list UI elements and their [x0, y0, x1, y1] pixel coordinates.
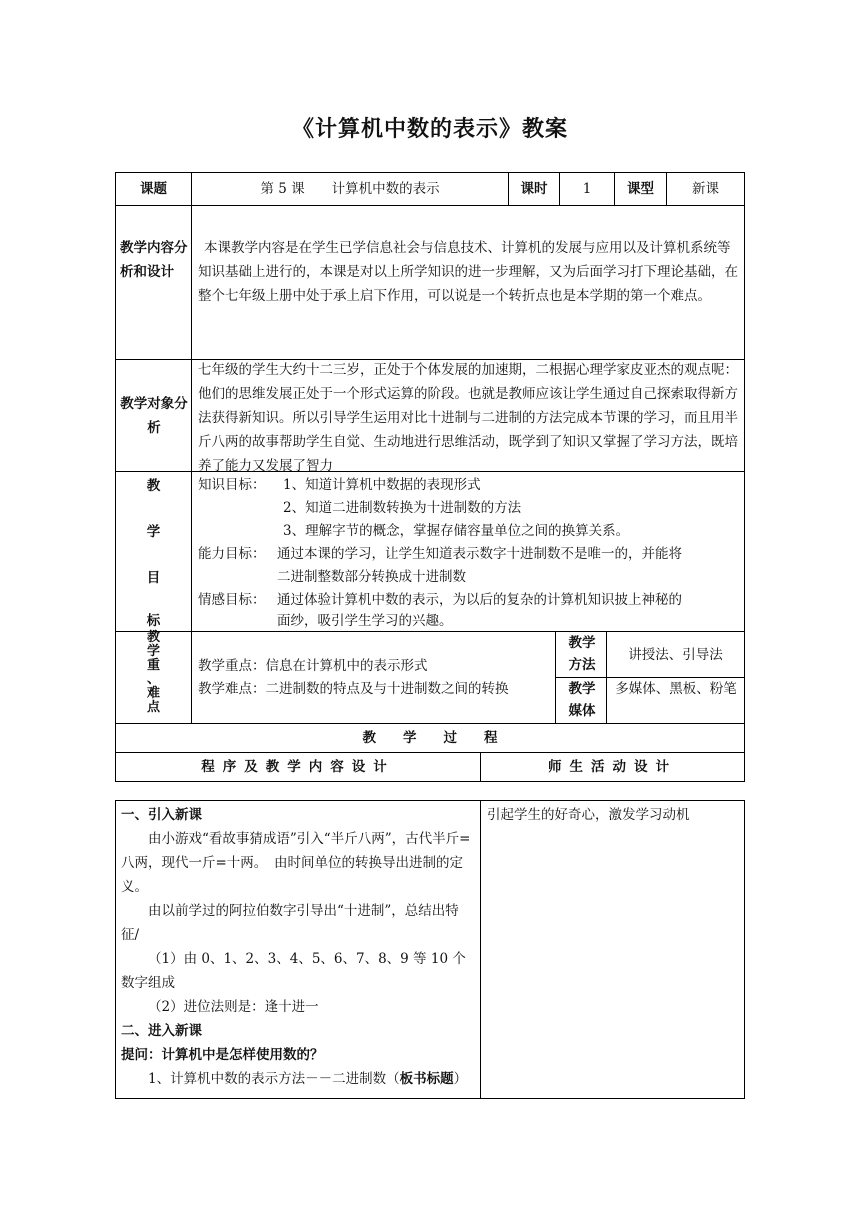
- kp-char-3: 重: [146, 658, 160, 673]
- analysis-text: 本课教学内容是在学生已学信息社会与信息技术、计算机的发展与应用以及计算机系统等知识基础上进行的，本课是对以上所学知识的进一步理解，又为后面学习打下理论基础，在整个七年级上册中处于承上启下作用，可以说是一个转折点也是本学期的第一个难点。: [198, 240, 738, 304]
- question-text: 提问：计算机中是怎样使用数的？: [121, 1047, 324, 1063]
- type-label: 课型: [627, 181, 654, 197]
- focus-text: 教学重点：信息在计算机中的表示形式: [198, 658, 428, 674]
- goals-char-2: 学: [146, 524, 161, 540]
- ability-line-1: 通过本课的学习，让学生知道表示数字十进制数不是唯一的，并能将: [277, 546, 682, 562]
- lesson-paragraph-5-text: 1、计算机中数的表示方法－－二进制数（: [148, 1071, 400, 1087]
- analysis-label: 教学内容分析和设计: [120, 240, 188, 280]
- section-heading-1: 一、引入新课: [121, 807, 202, 823]
- method-label: 教学方法: [568, 635, 596, 673]
- page-title: 《计算机中数的表示》教案: [291, 117, 568, 142]
- goals-char-4: 标: [146, 613, 161, 629]
- keypoints-label: [116, 631, 191, 715]
- knowledge-item-2: 2、知道二进制数转换为十进制数的方法: [283, 500, 522, 516]
- kp-char-6: 点: [146, 700, 160, 715]
- goals-char-3: 目: [146, 570, 161, 586]
- knowledge-item-1: 1、知道计算机中数据的表现形式: [283, 477, 481, 493]
- activity-text: 引起学生的好奇心，激发学习动机: [487, 807, 690, 823]
- method-value: 讲授法、引导法: [628, 646, 723, 663]
- media-value: 多媒体、黑板、粉笔: [615, 681, 737, 697]
- lesson-paragraph-5-end: ）: [453, 1071, 468, 1087]
- topic-label: 课题: [140, 181, 167, 197]
- lesson-paragraph-1: 由小游戏“看故事猜成语”引入“半斤八两”，古代半斤=八两，现代一斤=十两。 由时间单位的转换导出进制的定义。: [121, 831, 471, 895]
- knowledge-label: 知识目标：: [198, 477, 266, 493]
- lesson-paragraph-2: 由以前学过的阿拉伯数字引导出“十进制”，总结出特征/: [121, 903, 459, 943]
- process-col-right: 师生活动设计: [548, 759, 677, 775]
- topic-value: 第 5 课 计算机中数的表示: [260, 181, 440, 197]
- kp-char-1: 教: [146, 630, 160, 645]
- type-value: 新课: [692, 181, 719, 197]
- lesson-content: [121, 803, 475, 1091]
- hours-label: 课时: [520, 181, 548, 197]
- kp-char-5: 难: [146, 686, 160, 701]
- difficulty-text: 教学难点：二进制数的特点及与十进制数之间的转换: [198, 681, 509, 697]
- process-col-left: 程序及教学内容设计: [201, 759, 395, 775]
- section-heading-2: 二、进入新课: [121, 1023, 202, 1039]
- emotion-label: 情感目标：: [198, 592, 266, 608]
- target-text: 七年级的学生大约十二三岁，正处于个体发展的加速期，二根据心理学家皮亚杰的观点呢：他们的思维发展正处于一个形式运算的阶段。也就是教师应该让学生通过自己探索取得新方法获得新知识。所以引导学生运用对比十进制与二进制的方法完成本节课的学习，而且用半斤八两的故事帮助学生自觉、生动地进行思维活动，既学到了知识又掌握了学习方法，既培养了能力又发展了智力: [198, 362, 738, 474]
- lesson-paragraph-3: （1）由 0、1、2、3、4、5、6、7、8、9 等 10 个数字组成: [121, 951, 466, 991]
- target-label: 教学对象分析: [120, 396, 188, 436]
- board-title-emphasis: 板书标题: [399, 1071, 454, 1087]
- kp-char-2: 学: [146, 644, 160, 659]
- lesson-paragraph-5: [121, 1067, 475, 1091]
- knowledge-item-3: 3、理解字节的概念，掌握存储容量单位之间的换算关系。: [283, 523, 630, 539]
- emotion-line-1: 通过体验计算机中数的表示，为以后的复杂的计算机知识披上神秘的: [277, 592, 682, 608]
- hours-value: 1: [582, 181, 592, 197]
- process-title: 教 学 过 程: [362, 730, 498, 746]
- ability-label: 能力目标：: [198, 546, 266, 562]
- ability-line-2: 二进制整数部分转换成十进制数: [277, 569, 466, 585]
- lesson-paragraph-4: （2）进位法则是：逢十进一: [148, 999, 319, 1015]
- kp-char-4: 、: [146, 672, 160, 687]
- emotion-line-2: 面纱，吸引学生学习的兴趣。: [277, 613, 453, 629]
- goals-char-1: 教: [146, 478, 161, 494]
- media-label: 教学媒体: [568, 681, 596, 719]
